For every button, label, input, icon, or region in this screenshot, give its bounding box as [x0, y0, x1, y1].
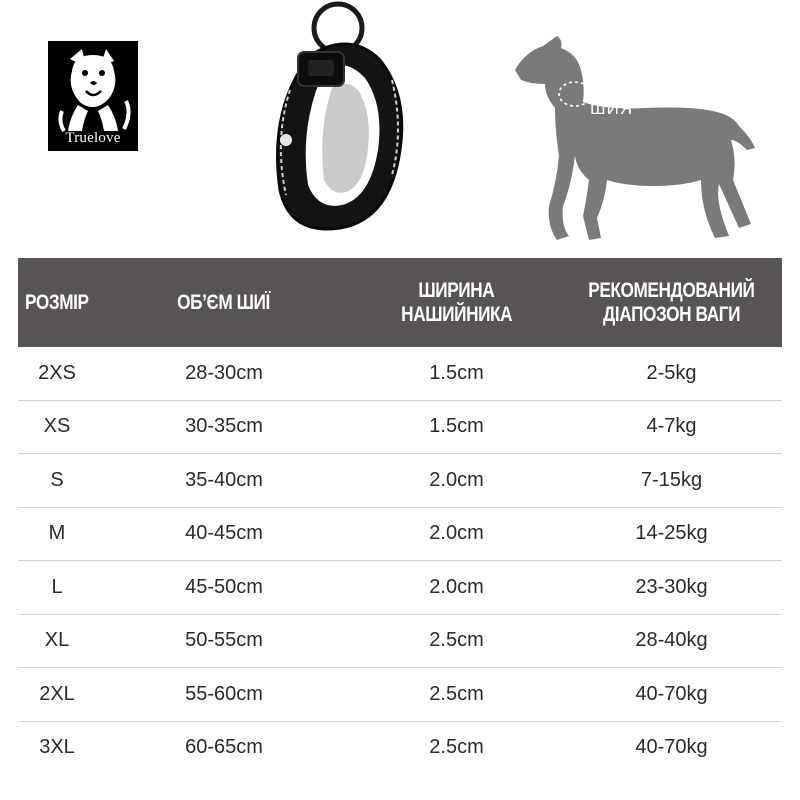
cell-weight: 4-7kg — [561, 400, 782, 454]
table-header-row — [18, 258, 782, 347]
cell-neck: 28-30cm — [96, 347, 352, 400]
size-chart-table — [18, 258, 782, 774]
table-row — [18, 614, 782, 668]
cell-neck: 60-65cm — [185, 736, 263, 759]
cell-weight: 40-70kg — [635, 736, 708, 759]
cell-width: 2.5cm — [352, 668, 561, 722]
table-row — [18, 454, 782, 508]
table-row — [18, 561, 782, 615]
cell-size: 3XL — [39, 736, 75, 759]
cell-size: S — [18, 454, 96, 508]
cell-neck: 50-55cm — [96, 614, 352, 668]
table-row — [18, 347, 782, 400]
dog-silhouette-icon — [505, 30, 765, 250]
cell-weight: 7-15kg — [561, 454, 782, 508]
cell-neck: 55-60cm — [96, 668, 352, 722]
cell-width: 2.0cm — [352, 507, 561, 561]
header-collar-width: ШИРИНА НАШИЙНИКА — [352, 258, 561, 347]
cell-weight: 28-40kg — [561, 614, 782, 668]
cell-width: 2.0cm — [352, 561, 561, 615]
cell-weight: 14-25kg — [561, 507, 782, 561]
cell-size: M — [18, 507, 96, 561]
cell-width: 2.5cm — [352, 614, 561, 668]
cell-neck: 45-50cm — [96, 561, 352, 615]
cell-weight: 23-30kg — [561, 561, 782, 615]
table-row — [18, 668, 782, 722]
cell-size: XL — [18, 614, 96, 668]
header-neck-girth: ОБ’ЄМ ШИЇ — [96, 258, 352, 347]
brand-name: Truelove — [65, 130, 121, 146]
table-row — [18, 721, 782, 774]
cell-width: 1.5cm — [352, 347, 561, 400]
brand-logo — [48, 41, 138, 151]
cell-weight: 2-5kg — [561, 347, 782, 400]
cell-neck: 35-40cm — [96, 454, 352, 508]
cell-size: L — [18, 561, 96, 615]
cell-size: XS — [18, 400, 96, 454]
header-weight-range: РЕКОМЕНДОВАНИЙ ДІАПОЗОН ВАГИ — [561, 258, 782, 347]
cell-width: 2.5cm — [429, 736, 484, 759]
cell-weight: 40-70kg — [561, 668, 782, 722]
table-row — [18, 400, 782, 454]
cell-size: 2XL — [18, 668, 96, 722]
cell-width: 2.0cm — [352, 454, 561, 508]
cell-width: 1.5cm — [352, 400, 561, 454]
cell-size: 2XS — [18, 347, 96, 400]
neck-label: ШИЯ — [590, 99, 634, 118]
table-row — [18, 507, 782, 561]
dog-collar-icon — [240, 0, 430, 250]
header-size: РОЗМІР — [18, 258, 96, 347]
cell-neck: 30-35cm — [96, 400, 352, 454]
cell-neck: 40-45cm — [96, 507, 352, 561]
